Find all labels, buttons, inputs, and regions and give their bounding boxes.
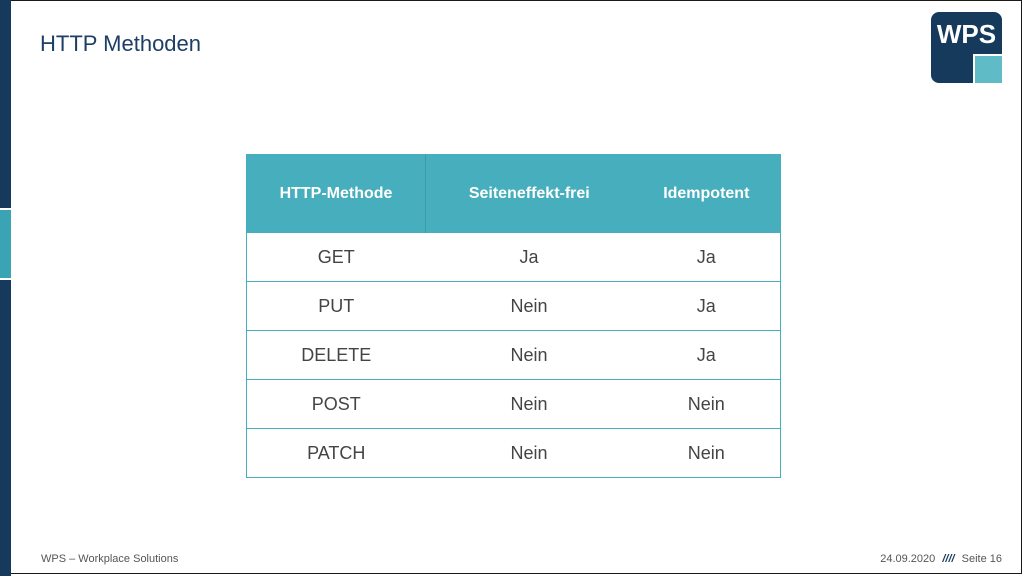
slide-title: HTTP Methoden bbox=[40, 31, 202, 56]
footer-date: 24.09.2020 bbox=[880, 553, 936, 565]
cell-side-effect-free: Ja bbox=[426, 233, 633, 282]
cell-idempotent: Ja bbox=[633, 233, 781, 282]
cell-method: DELETE bbox=[247, 331, 426, 380]
http-methods-table bbox=[246, 154, 781, 478]
table-row bbox=[247, 380, 781, 429]
footer-meta bbox=[876, 553, 1002, 565]
table-row bbox=[247, 331, 781, 380]
table-row bbox=[247, 282, 781, 331]
logo-square-icon bbox=[973, 54, 1002, 83]
cell-side-effect-free: Nein bbox=[426, 282, 633, 331]
cell-side-effect-free: Nein bbox=[426, 429, 633, 478]
cell-idempotent: Ja bbox=[633, 282, 781, 331]
footer-page-number: Seite 16 bbox=[961, 553, 1002, 565]
cell-idempotent: Nein bbox=[633, 380, 781, 429]
cell-side-effect-free: Nein bbox=[426, 380, 633, 429]
footer-separator: //// bbox=[942, 553, 955, 565]
left-section-marker bbox=[0, 208, 11, 280]
table-row bbox=[247, 429, 781, 478]
cell-idempotent: Ja bbox=[633, 331, 781, 380]
left-accent-bar bbox=[0, 0, 11, 576]
cell-idempotent: Nein bbox=[633, 429, 781, 478]
header-seiteneffekt-frei: Seiteneffekt-frei bbox=[426, 155, 633, 233]
cell-method: PUT bbox=[247, 282, 426, 331]
table-header-row bbox=[247, 155, 781, 233]
cell-method: PATCH bbox=[247, 429, 426, 478]
logo-text: WPS bbox=[936, 19, 997, 49]
cell-method: POST bbox=[247, 380, 426, 429]
cell-method: GET bbox=[247, 233, 426, 282]
cell-side-effect-free: Nein bbox=[426, 331, 633, 380]
header-http-methode: HTTP-Methode bbox=[247, 155, 426, 233]
footer-company: WPS – Workplace Solutions bbox=[41, 553, 179, 565]
header-idempotent: Idempotent bbox=[633, 155, 781, 233]
wps-logo bbox=[931, 12, 1002, 83]
table-row bbox=[247, 233, 781, 282]
